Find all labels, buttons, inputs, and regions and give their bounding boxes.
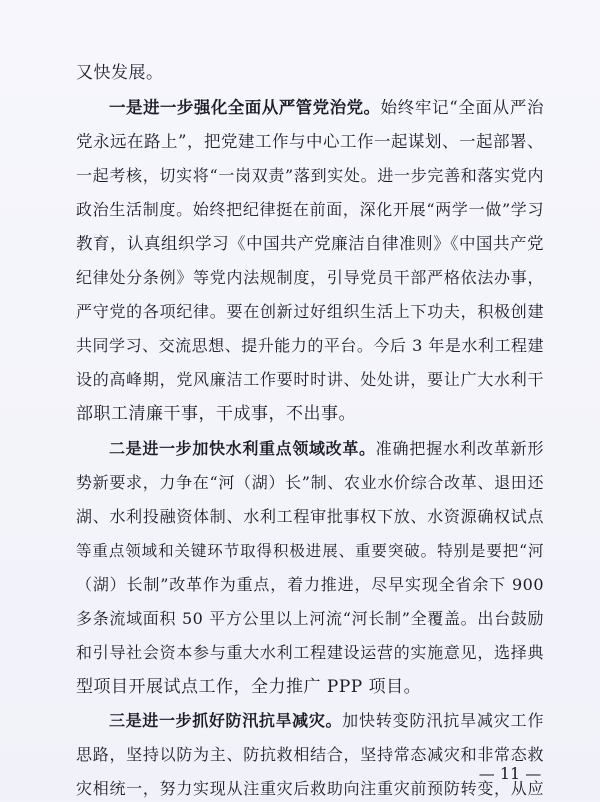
text-line: 设的高峰期，党风廉洁工作要时时讲、处处讲，要让广大水利干 [76,370,544,389]
text-line: 党永远在路上”，把党建工作与中心工作一起谋划、一起部署、 [76,132,544,151]
text-line: 灾相统一，努力实现从注重灾后救助向注重灾前预防转变，从应 [76,779,544,798]
text-line: 湖、水利投融资体制、水利工程审批事权下放、水资源确权试点 [76,507,544,526]
text-line: 和引导社会资本参与重大水利工程建设运营的实施意见，选择典 [76,643,544,662]
text-line: 多条流域面积 50 平方公里以上河流“河长制”全覆盖。出台鼓励 [76,609,544,628]
section-heading: 二是进一步加快水利重点领域改革。 [109,439,376,458]
text-line: 共同学习、交流思想、提升能力的平台。今后 3 年是水利工程建 [76,336,544,355]
text-line: 等重点领域和关键环节取得积极进展、重要突破。特别是要把“河 [76,542,544,560]
text-line: 政治生活制度。始终把纪律挺在前面，深化开展“两学一做”学习 [76,200,544,219]
text-line: 二是进一步加快水利重点领域改革。准确把握水利改革新形 [109,439,544,458]
text-line: 型项目开展试点工作，全力推广 PPP 项目。 [76,677,422,697]
text-line: 一是进一步强化全面从严管党治党。始终牢记“全面从严治 [109,98,544,117]
text-line: 纪律处分条例》等党内法规制度，引导党员干部严格依法办事， [76,268,544,287]
text-line: 教育，认真组织学习《中国共产党廉洁自律准则》《中国共产党 [76,234,544,253]
text-line: 势新要求，力争在“河（湖）长”制、农业水价综合改革、退田还 [76,473,544,492]
text-line: 严守党的各项纪律。要在创新过好组织生活上下功夫，积极创建 [76,302,544,321]
text-line: 思路，坚持以防为主、防抗救相结合，坚持常态减灾和非常态救 [76,745,544,764]
text-line: （湖）长制”改革作为重点，着力推进，尽早实现全省余下 900 [76,575,544,594]
section-heading: 一是进一步强化全面从严管党治党。 [109,98,381,117]
text-line: 部职工清廉干事，干成事，不出事。 [76,404,356,424]
text-line: 三是进一步抓好防汛抗旱减灾。加快转变防汛抗旱减灾工作 [109,711,544,730]
text-line: 一起考核，切实将“一岗双责”落到实处。进一步完善和落实党内 [76,166,544,185]
page-number: — 11 — [478,764,542,783]
text-line: 又快发展。 [76,63,164,83]
section-heading: 三是进一步抓好防汛抗旱减灾。 [109,711,343,730]
